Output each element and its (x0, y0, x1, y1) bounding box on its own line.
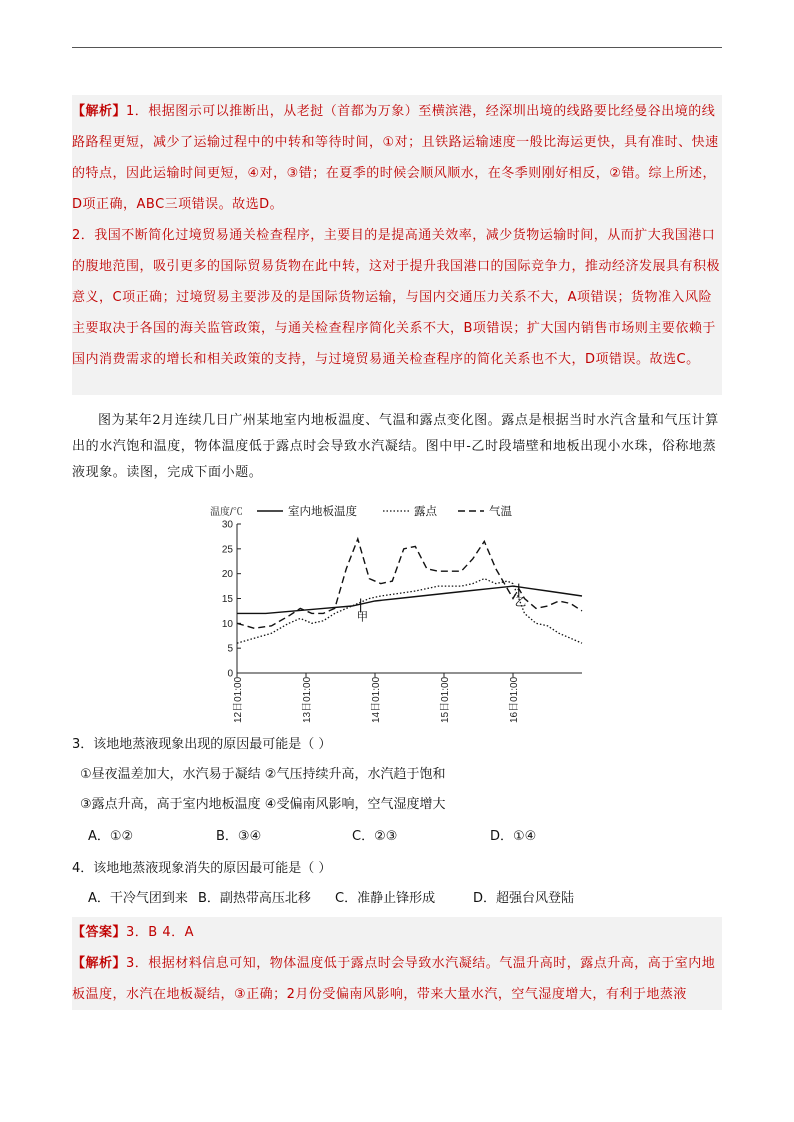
q4-option-d: D．超强台风登陆 (473, 891, 575, 906)
q3-statement-line2: ③露点升高，高于室内地板温度 ④受偏南风影响，空气湿度增大 (80, 797, 446, 812)
y-tick-label: 15 (221, 594, 233, 605)
y-tick-label: 5 (227, 643, 233, 655)
q3-option-d: D．①④ (490, 829, 537, 844)
analysis-label: 【解析】 (72, 104, 127, 119)
analysis-q1-text: 1．根据图示可以推断出，从老挝（首都为万象）至横滨港，经深圳出境的线路要比经曼谷出境的线路路程更短，减少了运输过程中的中转和等待时间，①对；且铁路运输速度一般比海运更快，具有准时、快速的特点，因此运输时间更短，④对，③错；在夏季的时候会顺风顺水，在冬季则刚好相反，②错。综上所述，D项正确，ABC三项错误。故选D。 (72, 104, 719, 212)
annotation-label-1: 乙 (514, 594, 527, 609)
series-line-2 (237, 539, 582, 628)
q3-statement-line1: ①昼夜温差加大，水汽易于凝结 ②气压持续升高，水汽趋于饱和 (80, 767, 446, 782)
material-text: 图为某年2月连续几日广州某地室内地板温度、气温和露点变化图。露点是根据当时水汽含量和气压计算出的水汽饱和温度，物体温度低于露点时会导致水汽凝结。图中甲-乙时段墙壁和地板出现小水珠，俗称地蒸液现象。读图，完成下面小题。 (72, 413, 719, 480)
y-tick-label: 0 (227, 668, 233, 680)
legend-label-0: 室内地板温度 (288, 504, 357, 518)
q3-option-a: A．①② (88, 829, 134, 844)
q3-stem: 3．该地地蒸液现象出现的原因最可能是（ ） (72, 737, 332, 752)
q4-option-b: B．副热带高压北移 (198, 891, 311, 906)
q4-options (88, 886, 738, 912)
legend-label-2: 气温 (489, 504, 512, 518)
header-rule (72, 47, 722, 48)
x-tick-label: 13日01:00 (302, 676, 313, 723)
y-tick-label: 10 (221, 618, 233, 630)
series-line-0 (237, 586, 582, 613)
analysis-bottom-text: 3．根据材料信息可知，物体温度低于露点时会导致水汽凝结。气温升高时，露点升高，高于室内地板温度，水汽在地板凝结，③正确；2月份受偏南风影响，带来大量水汽，空气湿度增大，有利于地蒸液 (72, 956, 716, 1002)
annotation-label-0: 甲 (356, 609, 369, 624)
x-tick-label: 14日01:00 (371, 676, 382, 723)
q3-option-c: C．②③ (352, 829, 398, 844)
q3-option-b: B．③④ (216, 829, 262, 844)
temperature-line-chart (205, 503, 595, 725)
analysis-bottom (72, 948, 722, 1010)
y-tick-label: 25 (221, 544, 233, 556)
x-tick-label: 15日01:00 (440, 676, 451, 723)
y-axis-label: 温度/℃ (210, 507, 243, 518)
q4-option-a: A．干冷气团到来 (88, 891, 188, 906)
answer-line (72, 917, 722, 948)
y-tick-label: 20 (221, 569, 233, 581)
q4-option-c: C．准静止锋形成 (335, 891, 436, 906)
x-tick-label: 12日01:00 (233, 676, 244, 723)
analysis-top-q2: 2．我国不断简化过境贸易通关检查程序，主要目的是提高通关效率，减少货物运输时间，从而扩大我国港口的腹地范围，吸引更多的国际贸易货物在此中转，这对于提升我国港口的国际竞争力，推动经济发展具有积极意义，C项正确；过境贸易主要涉及的是国际货物运输，与国内交通压力关系不大，A项错误；货物准入风险主要取决于各国的海关监管政策，与通关检查程序简化关系不大，B项错误；扩大国内销售市场则主要依赖于国内消费需求的增长和相关政策的支持，与过境贸易通关检查程序的简化关系也不大，D项错误。故选C。 (72, 228, 721, 367)
q3-options (88, 824, 738, 850)
answer-label: 【答案】 (72, 925, 127, 940)
analysis-bottom-label: 【解析】 (72, 956, 127, 971)
answer-text: 3．B 4．A (126, 925, 195, 940)
x-tick-label: 16日01:00 (509, 676, 520, 723)
analysis-top-q1 (72, 96, 722, 220)
q4-stem: 4．该地地蒸液现象消失的原因最可能是（ ） (72, 861, 332, 876)
y-tick-label: 30 (221, 519, 233, 531)
legend-label-1: 露点 (414, 504, 437, 518)
